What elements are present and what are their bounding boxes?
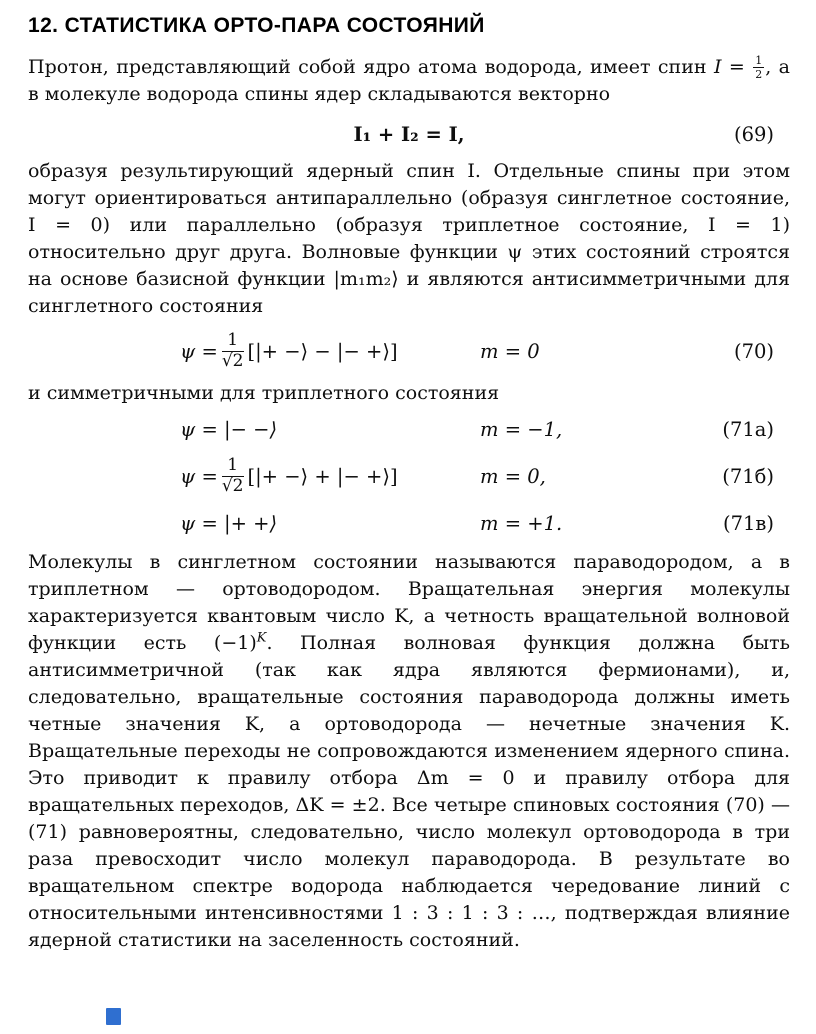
fraction-denominator: 2 bbox=[755, 68, 763, 81]
equation-69-number: (69) bbox=[733, 122, 774, 146]
fraction-one-over-sqrt2 bbox=[221, 329, 244, 371]
paragraph-intro bbox=[28, 54, 790, 108]
paragraph-ortho-para bbox=[28, 549, 790, 954]
blue-stamp-mark bbox=[106, 1008, 121, 1025]
equation-70 bbox=[28, 326, 790, 376]
psi-equals: ψ = bbox=[180, 464, 218, 488]
equation-71b bbox=[28, 451, 790, 501]
ortho-para-text-2: . Полная волновая функция должна быть антисимметричной (так как ядра являются фермионами), и, следовательно, вращательные состояния параводорода должны иметь четные значения K, а ортоводорода — нечетные значения K. Вращательные переходы не сопровождаются изменением ядерного спина. Это приводит к правилу отбора Δm = 0 и правилу отбора для вращательных переходов, ΔK = ±2. Все четыре спиновых состояния (70) — (71) равновероятны, следовательно, число молекул ортоводорода в три раза превосходит число молекул параводорода. В результате во вращательном спектре водорода наблюдается чередование линий с относительными интенсивностями 1 : 3 : 1 : 3 : …, подтверждая влияние ядерной статистики на заселенность состояний. bbox=[28, 632, 790, 951]
equation-71a-number: (71а) bbox=[722, 417, 774, 441]
psi-ket-minus-minus: ψ = |− −⟩ bbox=[180, 417, 278, 441]
equation-69 bbox=[28, 116, 790, 152]
equation-70-number: (70) bbox=[733, 339, 774, 363]
fraction-one-half bbox=[753, 55, 764, 80]
fraction-numerator: 1 bbox=[755, 54, 763, 68]
paragraph-triplet-intro: и симметричными для триплетного состояния bbox=[28, 382, 500, 404]
psi-ket-plus-plus: ψ = |+ +⟩ bbox=[180, 511, 278, 535]
fraction-denominator: √2 bbox=[221, 475, 244, 496]
equation-71b-m-value: m = 0, bbox=[480, 464, 546, 488]
equation-71c bbox=[28, 503, 790, 543]
fraction-one-over-sqrt2 bbox=[221, 454, 244, 496]
fraction-numerator: 1 bbox=[222, 457, 244, 477]
equation-71b-number: (71б) bbox=[722, 464, 774, 488]
ket-expression: [|+ −⟩ − |− +⟩] bbox=[247, 339, 398, 363]
ortho-para-text-1: Молекулы в синглетном состоянии называются параводородом, а в триплетном — ортоводородом. Вращательная энергия молекулы характеризуется квантовым число K, а четность вращательной волновой функции есть (−1) bbox=[28, 551, 790, 654]
intro-text-1: Протон, представляющий собой ядро атома водорода, имеет спин bbox=[28, 56, 707, 78]
equation-70-lhs bbox=[180, 329, 398, 371]
fraction-numerator: 1 bbox=[222, 332, 244, 352]
spin-equality: I = bbox=[713, 56, 745, 78]
intro-text-2: , а в молекуле водорода спины ядер складываются векторно bbox=[28, 56, 790, 105]
equation-70-m-value: m = 0 bbox=[480, 339, 540, 363]
section-title: 12. СТАТИСТИКА ОРТО-ПАРА СОСТОЯНИЙ bbox=[28, 14, 485, 37]
equation-71a bbox=[28, 409, 790, 449]
equation-71b-lhs bbox=[180, 454, 398, 496]
exponent-K: K bbox=[256, 630, 267, 646]
equation-71a-m-value: m = −1, bbox=[480, 417, 563, 441]
psi-equals: ψ = bbox=[180, 339, 218, 363]
ket-expression: [|+ −⟩ + |− +⟩] bbox=[247, 464, 398, 488]
paragraph-singlet: образуя результирующий ядерный спин I. Отдельные спины при этом могут ориентироваться антипараллельно (образуя синглетное состояние, I = 0) или параллельно (образуя триплетное состояние, I = 1) относительно друг друга. Волновые функции ψ этих состояний строятся на основе базисной функции |m₁m₂⟩ и являются антисимметричными для синглетного состояния bbox=[28, 160, 790, 317]
equation-69-body: I₁ + I₂ = I, bbox=[353, 122, 465, 146]
equation-71c-m-value: m = +1. bbox=[480, 511, 563, 535]
fraction-denominator: √2 bbox=[221, 350, 244, 371]
equation-71c-number: (71в) bbox=[722, 511, 774, 535]
